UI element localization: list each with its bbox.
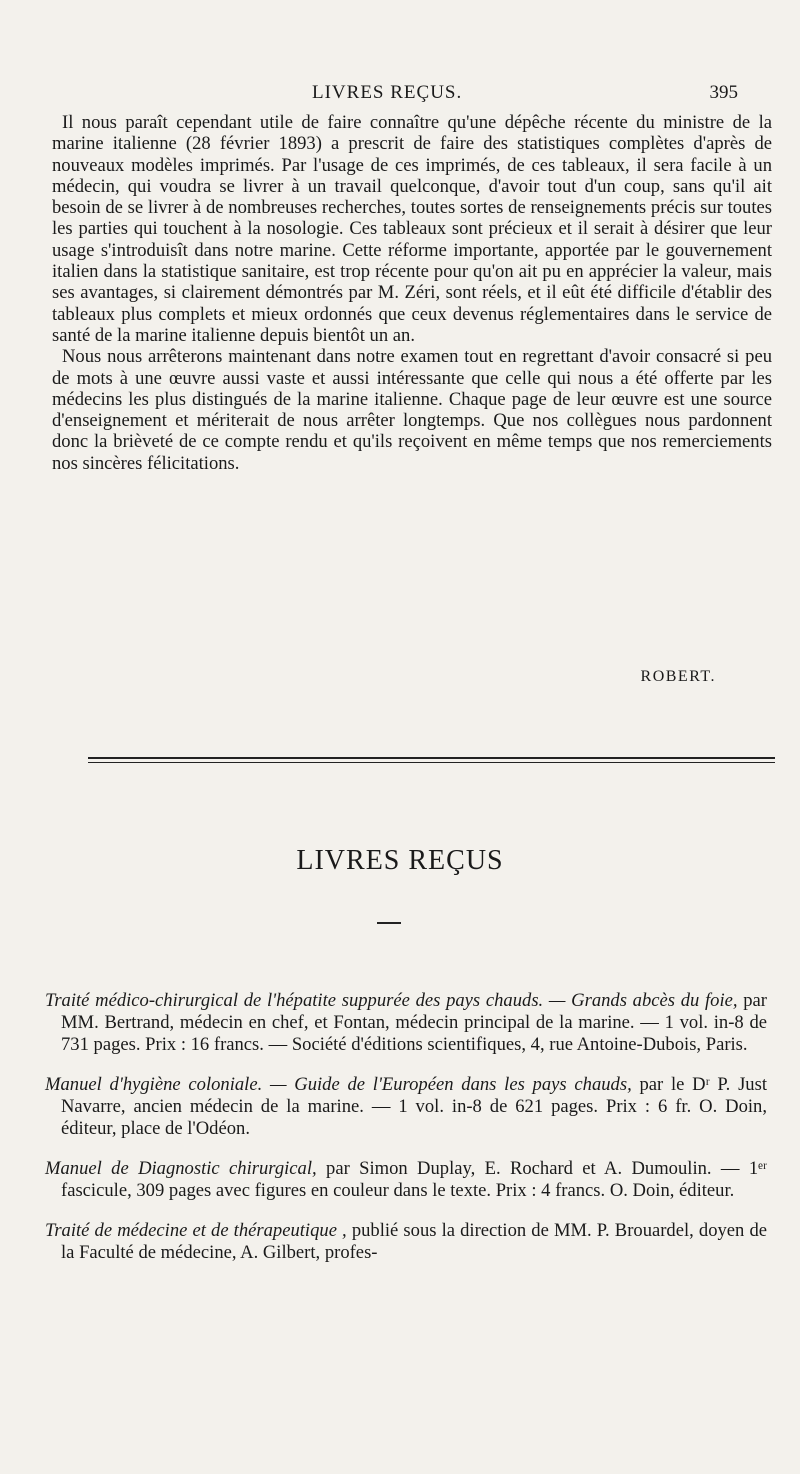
review-text: [52, 112, 772, 474]
review-paragraph: Il nous paraît cependant utile de faire connaître qu'une dépêche récente du ministre de la marine italienne (28 février 1893) a prescrit de faire des statistiques complètes d'après de nouveaux modèles imprimés. Par l'usage de ces imprimés, de ces tableaux, il sera facile à un médecin, qui voudra se livrer à un travail quelconque, d'avoir tout d'un coup, sans qu'il ait besoin de se livrer à de nombreuses recherches, toutes sortes de renseignements précis sur toutes les parties qui touchent à la nosologie. Ces tableaux sont précieux et il serait à désirer que leur usage s'introduisît dans notre marine. Cette réforme importante, apportée par le gouvernement italien dans la statistique sanitaire, est trop récente pour qu'on ait pu en apprécier la valeur, mais ses avantages, si clairement démontrés par M. Zéri, sont réels, et il eût été difficile d'établir des tableaux plus complets et mieux ordonnés que ceux devenus réglementaires dans le service de santé de la marine italienne depuis bientôt un an.: [52, 112, 772, 346]
book-details: par Simon Duplay, E. Rochard et A. Dumoulin. — 1ᵉʳ fascicule, 309 pages avec figures en couleur dans le texte. Prix : 4 francs. O. Doin, éditeur.: [61, 1158, 767, 1201]
book-details: publié sous la direction de MM. P. Brouardel, doyen de la Faculté de médecine, A. Gilbert, profes-: [61, 1220, 767, 1263]
running-title: LIVRES REÇUS.: [312, 82, 463, 103]
title-dash: [377, 922, 401, 924]
section-divider: [88, 757, 775, 763]
page-number: 395: [709, 82, 738, 103]
book-entry: [45, 990, 767, 1056]
book-entry: [45, 1074, 767, 1140]
book-title: Traité médico-chirurgical de l'hépatite suppurée des pays chauds. — Grands abcès du foie,: [45, 990, 738, 1011]
author-signature: ROBERT.: [640, 668, 716, 685]
book-title: Traité de médecine et de thérapeutique ,: [45, 1220, 347, 1241]
review-paragraph: Nous nous arrêterons maintenant dans notre examen tout en regrettant d'avoir consacré si peu de mots à une œuvre aussi vaste et aussi intéressante que celle qui nous a été offerte par les médecins les plus distingués de la marine italienne. Chaque page de leur œuvre est une source d'enseignement et mériterait de nous arrêter longtemps. Que nos collègues nous pardonnent donc la brièveté de ce compte rendu et qu'ils reçoivent en même temps que nos remerciements nos sincères félicitations.: [52, 346, 772, 474]
book-list: [45, 990, 767, 1282]
book-details: par le Dʳ P. Just Navarre, ancien médecin de la marine. — 1 vol. in-8 de 621 pages. Prix : 6 fr. O. Doin, éditeur, place de l'Odéon.: [61, 1074, 767, 1139]
book-details: par MM. Bertrand, médecin en chef, et Fontan, médecin principal de la marine. — 1 vol. in-8 de 731 pages. Prix : 16 francs. — Société d'éditions scientifiques, 4, rue Antoine-Dubois, Paris.: [61, 990, 767, 1055]
book-title: Manuel d'hygiène coloniale. — Guide de l'Européen dans les pays chauds,: [45, 1074, 632, 1095]
running-head: [0, 82, 800, 106]
book-entry: [45, 1220, 767, 1264]
section-title: LIVRES REÇUS: [296, 845, 504, 876]
book-entry: [45, 1158, 767, 1202]
book-title: Manuel de Diagnostic chirurgical,: [45, 1158, 317, 1179]
